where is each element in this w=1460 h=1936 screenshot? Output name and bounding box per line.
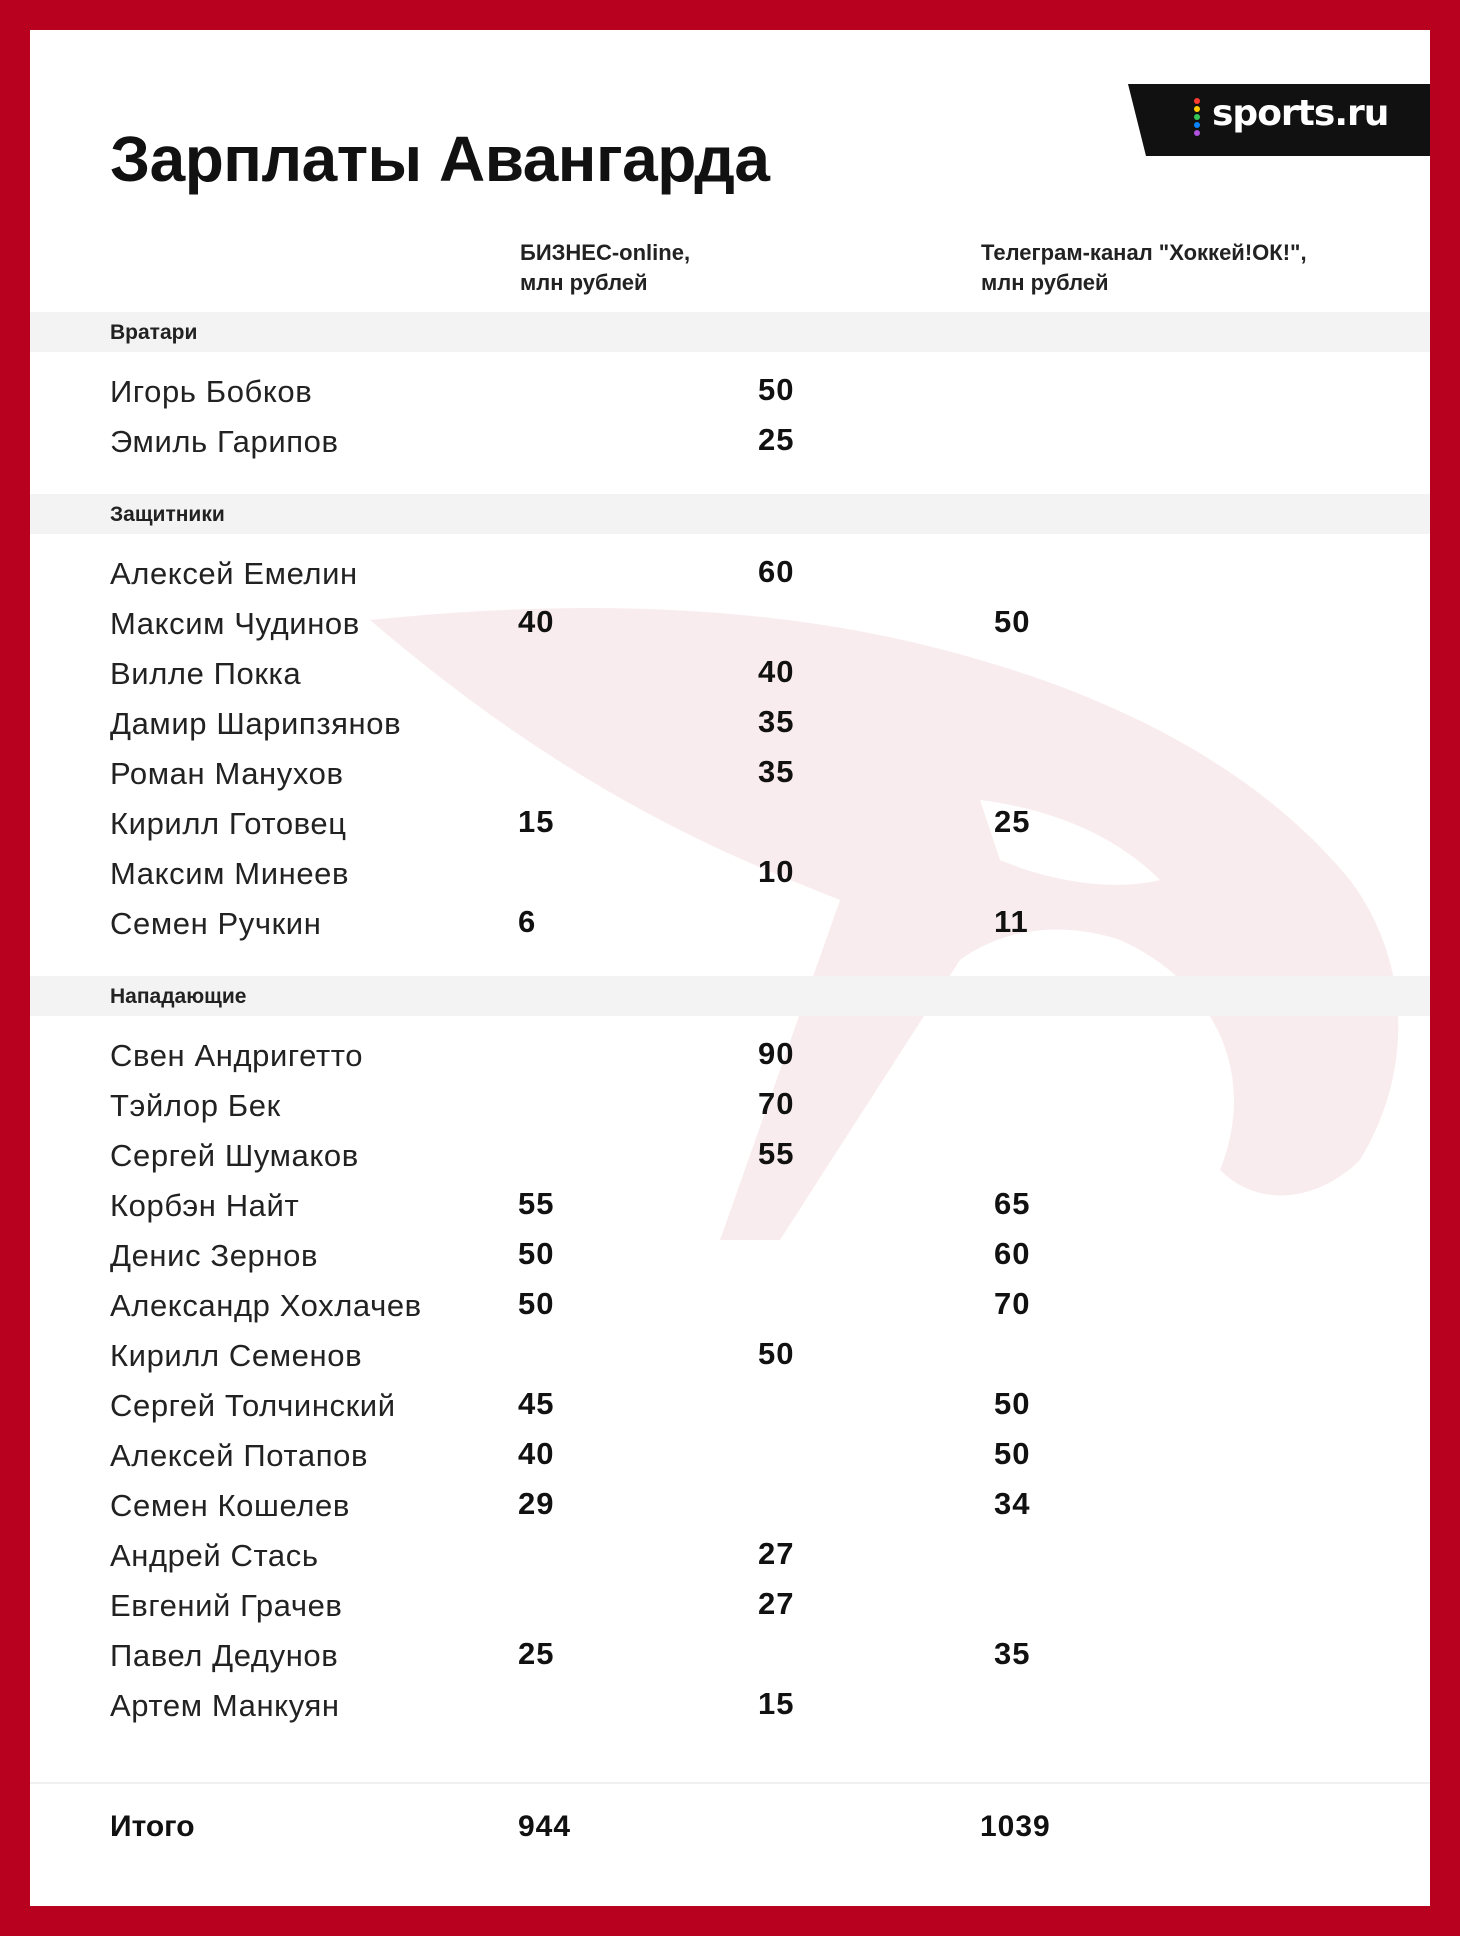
player-name: Павел Дедунов (110, 1638, 339, 1673)
table-row (30, 752, 1430, 798)
player-name: Свен Андригетто (110, 1038, 364, 1073)
logo-dot (1194, 114, 1200, 120)
value-business-online: 25 (518, 1636, 555, 1671)
player-name: Дамир Шарипзянов (110, 706, 402, 741)
total-telegram: 1039 (980, 1810, 1051, 1843)
value-telegram: 50 (994, 604, 1031, 639)
value-business-online: 15 (518, 804, 555, 839)
value-telegram: 50 (994, 1386, 1031, 1421)
value-single-source: 50 (758, 372, 795, 407)
section-label: Защитники (110, 503, 225, 526)
player-name: Денис Зернов (110, 1238, 319, 1273)
player-name: Сергей Толчинский (110, 1388, 396, 1423)
value-telegram: 70 (994, 1286, 1031, 1321)
value-business-online: 40 (518, 604, 555, 639)
table-row (30, 802, 1430, 848)
player-name: Семен Ручкин (110, 906, 322, 941)
value-single-source: 70 (758, 1086, 795, 1121)
column-header-telegram (981, 238, 1307, 298)
value-single-source: 35 (758, 704, 795, 739)
column-header-line: млн рублей (520, 270, 648, 295)
column-header-line: БИЗНЕС-online, (520, 240, 691, 265)
section-defense (30, 494, 1430, 534)
player-name: Андрей Стась (110, 1538, 319, 1573)
value-single-source: 25 (758, 422, 795, 457)
player-name: Александр Хохлачев (110, 1288, 422, 1323)
table-row (30, 420, 1430, 466)
player-name: Сергей Шумаков (110, 1138, 359, 1173)
column-header-line: Телеграм-канал "Хоккей!ОК!", (981, 240, 1307, 265)
value-business-online: 50 (518, 1236, 555, 1271)
total-divider (30, 1782, 1430, 1784)
table-row (30, 1234, 1430, 1280)
table-row (30, 1634, 1430, 1680)
logo-text: sports.ru (1212, 93, 1389, 134)
table-row (30, 1484, 1430, 1530)
player-name: Алексей Потапов (110, 1438, 369, 1473)
table-row (30, 1534, 1430, 1580)
column-header-line: млн рублей (981, 270, 1109, 295)
player-name: Евгений Грачев (110, 1588, 343, 1623)
value-business-online: 55 (518, 1186, 555, 1221)
value-single-source: 60 (758, 554, 795, 589)
table-row (30, 1334, 1430, 1380)
value-business-online: 29 (518, 1486, 555, 1521)
player-name: Эмиль Гарипов (110, 424, 339, 459)
player-name: Кирилл Семенов (110, 1338, 363, 1373)
player-name: Максим Минеев (110, 856, 350, 891)
value-telegram: 25 (994, 804, 1031, 839)
table-row (30, 552, 1430, 598)
logo-dot (1194, 122, 1200, 128)
sports-ru-logo (1128, 84, 1430, 156)
table-row (30, 1084, 1430, 1130)
logo-dot (1194, 130, 1200, 136)
player-name: Роман Манухов (110, 756, 344, 791)
column-header-business-online (520, 238, 690, 298)
value-single-source: 55 (758, 1136, 795, 1171)
total-label: Итого (110, 1810, 195, 1843)
value-telegram: 35 (994, 1636, 1031, 1671)
value-business-online: 40 (518, 1436, 555, 1471)
value-business-online: 50 (518, 1286, 555, 1321)
value-single-source: 90 (758, 1036, 795, 1071)
salary-card (30, 30, 1430, 1906)
player-name: Семен Кошелев (110, 1488, 350, 1523)
value-telegram: 65 (994, 1186, 1031, 1221)
table-row (30, 1384, 1430, 1430)
table-row (30, 852, 1430, 898)
value-telegram: 11 (994, 904, 1029, 939)
page-title: Зарплаты Авангарда (110, 123, 770, 195)
section-label: Нападающие (110, 985, 247, 1008)
player-name: Максим Чудинов (110, 606, 360, 641)
table-row (30, 602, 1430, 648)
table-row (30, 902, 1430, 948)
value-single-source: 35 (758, 754, 795, 789)
table-row (30, 652, 1430, 698)
player-name: Алексей Емелин (110, 556, 358, 591)
logo-dot (1194, 106, 1200, 112)
value-business-online: 45 (518, 1386, 555, 1421)
table-row (30, 1684, 1430, 1730)
table-row (30, 1584, 1430, 1630)
section-label: Вратари (110, 321, 198, 344)
table-row (30, 1034, 1430, 1080)
value-single-source: 27 (758, 1536, 795, 1571)
player-name: Артем Манкуян (110, 1688, 340, 1723)
section-goalies (30, 312, 1430, 352)
player-name: Вилле Покка (110, 656, 302, 691)
player-name: Корбэн Найт (110, 1188, 300, 1223)
table-row (30, 370, 1430, 416)
value-single-source: 27 (758, 1586, 795, 1621)
table-row (30, 1434, 1430, 1480)
value-telegram: 50 (994, 1436, 1031, 1471)
section-forwards (30, 976, 1430, 1016)
player-name: Тэйлор Бек (110, 1088, 281, 1123)
value-business-online: 6 (518, 904, 537, 939)
player-name: Кирилл Готовец (110, 806, 347, 841)
player-name: Игорь Бобков (110, 374, 313, 409)
value-telegram: 60 (994, 1236, 1031, 1271)
value-single-source: 10 (758, 854, 795, 889)
table-row (30, 1184, 1430, 1230)
table-row (30, 702, 1430, 748)
total-business-online: 944 (518, 1810, 572, 1843)
logo-dot (1194, 98, 1200, 104)
value-single-source: 15 (758, 1686, 795, 1721)
table-row (30, 1134, 1430, 1180)
table-row (30, 1284, 1430, 1330)
value-telegram: 34 (994, 1486, 1031, 1521)
value-single-source: 50 (758, 1336, 795, 1371)
value-single-source: 40 (758, 654, 795, 689)
logo-dots-icon (1194, 98, 1202, 144)
